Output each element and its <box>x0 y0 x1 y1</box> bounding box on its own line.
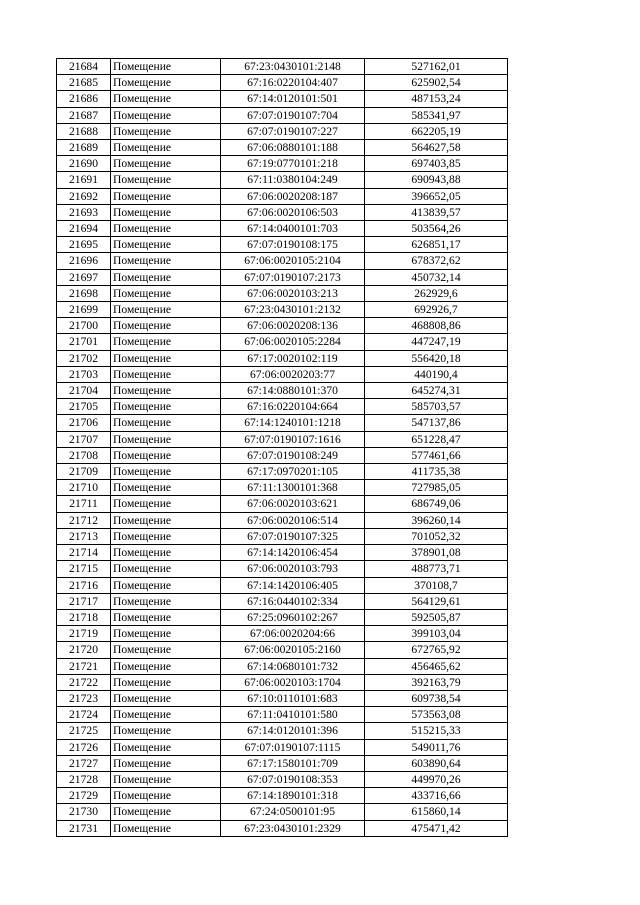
cadastral-number: 67:16:0220104:664 <box>221 399 365 415</box>
table-row <box>57 496 508 512</box>
row-number: 21729 <box>57 788 111 804</box>
cadastral-value: 625902,54 <box>365 75 508 91</box>
cadastral-value: 547137,86 <box>365 415 508 431</box>
row-number: 21694 <box>57 221 111 237</box>
object-type: Помещение <box>111 415 221 431</box>
cadastral-number: 67:17:1580101:709 <box>221 755 365 771</box>
table-row <box>57 123 508 139</box>
cadastral-value: 564627,58 <box>365 140 508 156</box>
cadastral-value: 645274,31 <box>365 383 508 399</box>
cadastral-value: 686749,06 <box>365 496 508 512</box>
row-number: 21708 <box>57 447 111 463</box>
cadastral-number: 67:10:0110101:683 <box>221 690 365 706</box>
row-number: 21718 <box>57 609 111 625</box>
cadastral-value: 413839,57 <box>365 204 508 220</box>
cadastral-number: 67:11:0380104:249 <box>221 172 365 188</box>
row-number: 21707 <box>57 431 111 447</box>
cadastral-value: 399103,04 <box>365 626 508 642</box>
table-row <box>57 577 508 593</box>
cadastral-value: 615860,14 <box>365 804 508 820</box>
cadastral-number: 67:07:0190107:1115 <box>221 739 365 755</box>
object-type: Помещение <box>111 172 221 188</box>
object-type: Помещение <box>111 237 221 253</box>
cadastral-value: 651228,47 <box>365 431 508 447</box>
row-number: 21731 <box>57 820 111 836</box>
cadastral-value: 392163,79 <box>365 674 508 690</box>
table-row <box>57 399 508 415</box>
table-row <box>57 820 508 836</box>
row-number: 21720 <box>57 642 111 658</box>
row-number: 21710 <box>57 480 111 496</box>
cadastral-value: 370108,7 <box>365 577 508 593</box>
object-type: Помещение <box>111 204 221 220</box>
table-row <box>57 545 508 561</box>
object-type: Помещение <box>111 528 221 544</box>
table-row <box>57 285 508 301</box>
cadastral-value: 411735,38 <box>365 464 508 480</box>
cadastral-value: 487153,24 <box>365 91 508 107</box>
cadastral-number: 67:14:0880101:370 <box>221 383 365 399</box>
table-row <box>57 156 508 172</box>
cadastral-value: 592505,87 <box>365 609 508 625</box>
row-number: 21684 <box>57 59 111 75</box>
table-row <box>57 107 508 123</box>
table-row <box>57 188 508 204</box>
row-number: 21703 <box>57 366 111 382</box>
row-number: 21726 <box>57 739 111 755</box>
object-type: Помещение <box>111 739 221 755</box>
cadastral-value: 378901,08 <box>365 545 508 561</box>
table-row <box>57 172 508 188</box>
cadastral-value: 727985,05 <box>365 480 508 496</box>
table-row <box>57 626 508 642</box>
object-type: Помещение <box>111 771 221 787</box>
row-number: 21728 <box>57 771 111 787</box>
cadastral-number: 67:06:0020106:514 <box>221 512 365 528</box>
row-number: 21692 <box>57 188 111 204</box>
row-number: 21702 <box>57 350 111 366</box>
object-type: Помещение <box>111 318 221 334</box>
table-row <box>57 318 508 334</box>
cadastral-value: 396652,05 <box>365 188 508 204</box>
row-number: 21693 <box>57 204 111 220</box>
table-row <box>57 253 508 269</box>
object-type: Помещение <box>111 626 221 642</box>
cadastral-value: 549011,76 <box>365 739 508 755</box>
row-number: 21721 <box>57 658 111 674</box>
table-row <box>57 609 508 625</box>
row-number: 21713 <box>57 528 111 544</box>
cadastral-value: 585703,57 <box>365 399 508 415</box>
table-row <box>57 723 508 739</box>
object-type: Помещение <box>111 431 221 447</box>
table-row <box>57 302 508 318</box>
cadastral-number: 67:06:0020105:2104 <box>221 253 365 269</box>
row-number: 21722 <box>57 674 111 690</box>
row-number: 21687 <box>57 107 111 123</box>
row-number: 21723 <box>57 690 111 706</box>
cadastral-value: 585341,97 <box>365 107 508 123</box>
cadastral-number: 67:17:0970201:105 <box>221 464 365 480</box>
object-type: Помещение <box>111 366 221 382</box>
table-row <box>57 204 508 220</box>
cadastral-number: 67:14:0120101:501 <box>221 91 365 107</box>
row-number: 21712 <box>57 512 111 528</box>
cadastral-value: 515215,33 <box>365 723 508 739</box>
row-number: 21727 <box>57 755 111 771</box>
cadastral-number: 67:06:0020105:2284 <box>221 334 365 350</box>
cadastral-value: 662205,19 <box>365 123 508 139</box>
cadastral-value: 577461,66 <box>365 447 508 463</box>
object-type: Помещение <box>111 447 221 463</box>
table-row <box>57 707 508 723</box>
cadastral-value: 626851,17 <box>365 237 508 253</box>
object-type: Помещение <box>111 221 221 237</box>
row-number: 21695 <box>57 237 111 253</box>
cadastral-number: 67:06:0020203:77 <box>221 366 365 382</box>
cadastral-value: 449970,26 <box>365 771 508 787</box>
object-type: Помещение <box>111 285 221 301</box>
table-row <box>57 91 508 107</box>
cadastral-number: 67:14:0680101:732 <box>221 658 365 674</box>
row-number: 21689 <box>57 140 111 156</box>
table-row <box>57 366 508 382</box>
cadastral-number: 67:17:0020102:119 <box>221 350 365 366</box>
cadastral-value: 503564,26 <box>365 221 508 237</box>
cadastral-number: 67:23:0430101:2329 <box>221 820 365 836</box>
cadastral-number: 67:07:0190108:175 <box>221 237 365 253</box>
cadastral-value: 692926,7 <box>365 302 508 318</box>
cadastral-number: 67:19:0770101:218 <box>221 156 365 172</box>
object-type: Помещение <box>111 350 221 366</box>
object-type: Помещение <box>111 464 221 480</box>
object-type: Помещение <box>111 107 221 123</box>
object-type: Помещение <box>111 804 221 820</box>
object-type: Помещение <box>111 512 221 528</box>
cadastral-number: 67:16:0220104:407 <box>221 75 365 91</box>
table-row <box>57 237 508 253</box>
table-row <box>57 480 508 496</box>
table-row <box>57 593 508 609</box>
cadastral-number: 67:23:0430101:2148 <box>221 59 365 75</box>
row-number: 21711 <box>57 496 111 512</box>
object-type: Помещение <box>111 561 221 577</box>
cadastral-number: 67:07:0190107:1616 <box>221 431 365 447</box>
row-number: 21730 <box>57 804 111 820</box>
object-type: Помещение <box>111 269 221 285</box>
cadastral-value: 690943,88 <box>365 172 508 188</box>
cadastral-value: 475471,42 <box>365 820 508 836</box>
cadastral-number: 67:06:0020105:2160 <box>221 642 365 658</box>
cadastral-value: 433716,66 <box>365 788 508 804</box>
table-row <box>57 739 508 755</box>
object-type: Помещение <box>111 820 221 836</box>
object-type: Помещение <box>111 253 221 269</box>
cadastral-number: 67:14:0400101:703 <box>221 221 365 237</box>
table-row <box>57 528 508 544</box>
cadastral-value: 672765,92 <box>365 642 508 658</box>
table-row <box>57 415 508 431</box>
object-type: Помещение <box>111 707 221 723</box>
row-number: 21725 <box>57 723 111 739</box>
cadastral-number: 67:06:0020103:793 <box>221 561 365 577</box>
object-type: Помещение <box>111 140 221 156</box>
object-type: Помещение <box>111 545 221 561</box>
row-number: 21724 <box>57 707 111 723</box>
cadastral-number: 67:11:1300101:368 <box>221 480 365 496</box>
cadastral-number: 67:25:0960102:267 <box>221 609 365 625</box>
row-number: 21717 <box>57 593 111 609</box>
row-number: 21686 <box>57 91 111 107</box>
cadastral-value: 556420,18 <box>365 350 508 366</box>
object-type: Помещение <box>111 577 221 593</box>
cadastral-value: 447247,19 <box>365 334 508 350</box>
table-row <box>57 59 508 75</box>
table-row <box>57 431 508 447</box>
object-type: Помещение <box>111 690 221 706</box>
cadastral-value: 603890,64 <box>365 755 508 771</box>
cadastral-value: 697403,85 <box>365 156 508 172</box>
object-type: Помещение <box>111 383 221 399</box>
row-number: 21709 <box>57 464 111 480</box>
cadastral-value: 564129,61 <box>365 593 508 609</box>
object-type: Помещение <box>111 91 221 107</box>
cadastral-number: 67:14:1420106:454 <box>221 545 365 561</box>
object-type: Помещение <box>111 674 221 690</box>
cadastral-value: 456465,62 <box>365 658 508 674</box>
row-number: 21704 <box>57 383 111 399</box>
row-number: 21714 <box>57 545 111 561</box>
table-row <box>57 464 508 480</box>
table-row <box>57 674 508 690</box>
row-number: 21698 <box>57 285 111 301</box>
table-row <box>57 804 508 820</box>
row-number: 21691 <box>57 172 111 188</box>
cadastral-number: 67:07:0190108:353 <box>221 771 365 787</box>
cadastral-value: 527162,01 <box>365 59 508 75</box>
row-number: 21690 <box>57 156 111 172</box>
cadastral-value: 488773,71 <box>365 561 508 577</box>
table-row <box>57 658 508 674</box>
object-type: Помещение <box>111 302 221 318</box>
row-number: 21716 <box>57 577 111 593</box>
row-number: 21715 <box>57 561 111 577</box>
table-row <box>57 642 508 658</box>
cadastral-value-table <box>56 58 508 837</box>
row-number: 21699 <box>57 302 111 318</box>
object-type: Помещение <box>111 609 221 625</box>
table-row <box>57 75 508 91</box>
table-row <box>57 334 508 350</box>
row-number: 21700 <box>57 318 111 334</box>
cadastral-value: 609738,54 <box>365 690 508 706</box>
cadastral-number: 67:07:0190107:227 <box>221 123 365 139</box>
cadastral-value: 468808,86 <box>365 318 508 334</box>
row-number: 21719 <box>57 626 111 642</box>
cadastral-number: 67:07:0190107:325 <box>221 528 365 544</box>
object-type: Помещение <box>111 59 221 75</box>
cadastral-number: 67:14:1420106:405 <box>221 577 365 593</box>
cadastral-number: 67:06:0020106:503 <box>221 204 365 220</box>
table-row <box>57 690 508 706</box>
object-type: Помещение <box>111 480 221 496</box>
object-type: Помещение <box>111 75 221 91</box>
cadastral-number: 67:06:0020208:187 <box>221 188 365 204</box>
row-number: 21696 <box>57 253 111 269</box>
table-row <box>57 788 508 804</box>
cadastral-number: 67:06:0020103:213 <box>221 285 365 301</box>
cadastral-value: 450732,14 <box>365 269 508 285</box>
object-type: Помещение <box>111 788 221 804</box>
cadastral-value: 678372,62 <box>365 253 508 269</box>
object-type: Помещение <box>111 642 221 658</box>
object-type: Помещение <box>111 593 221 609</box>
table-row <box>57 383 508 399</box>
table-row <box>57 221 508 237</box>
table-row <box>57 512 508 528</box>
cadastral-number: 67:14:0120101:396 <box>221 723 365 739</box>
cadastral-number: 67:24:0500101:95 <box>221 804 365 820</box>
table-row <box>57 140 508 156</box>
cadastral-number: 67:14:1240101:1218 <box>221 415 365 431</box>
object-type: Помещение <box>111 123 221 139</box>
cadastral-number: 67:06:0880101:188 <box>221 140 365 156</box>
row-number: 21705 <box>57 399 111 415</box>
object-type: Помещение <box>111 156 221 172</box>
object-type: Помещение <box>111 658 221 674</box>
object-type: Помещение <box>111 399 221 415</box>
row-number: 21706 <box>57 415 111 431</box>
table-body <box>57 59 508 837</box>
object-type: Помещение <box>111 496 221 512</box>
row-number: 21701 <box>57 334 111 350</box>
cadastral-number: 67:07:0190107:2173 <box>221 269 365 285</box>
table-row <box>57 269 508 285</box>
object-type: Помещение <box>111 334 221 350</box>
cadastral-number: 67:07:0190107:704 <box>221 107 365 123</box>
table-row <box>57 561 508 577</box>
table-row <box>57 447 508 463</box>
cadastral-number: 67:06:0020208:136 <box>221 318 365 334</box>
table-row <box>57 755 508 771</box>
cadastral-value: 440190,4 <box>365 366 508 382</box>
cadastral-number: 67:06:0020103:1704 <box>221 674 365 690</box>
cadastral-value: 701052,32 <box>365 528 508 544</box>
row-number: 21685 <box>57 75 111 91</box>
cadastral-value: 396260,14 <box>365 512 508 528</box>
cadastral-number: 67:06:0020103:621 <box>221 496 365 512</box>
cadastral-number: 67:23:0430101:2132 <box>221 302 365 318</box>
object-type: Помещение <box>111 755 221 771</box>
cadastral-number: 67:11:0410101:580 <box>221 707 365 723</box>
row-number: 21688 <box>57 123 111 139</box>
cadastral-number: 67:06:0020204:66 <box>221 626 365 642</box>
object-type: Помещение <box>111 188 221 204</box>
cadastral-number: 67:14:1890101:318 <box>221 788 365 804</box>
table-row <box>57 350 508 366</box>
cadastral-number: 67:16:0440102:334 <box>221 593 365 609</box>
cadastral-value: 262929,6 <box>365 285 508 301</box>
object-type: Помещение <box>111 723 221 739</box>
table-row <box>57 771 508 787</box>
cadastral-number: 67:07:0190108:249 <box>221 447 365 463</box>
row-number: 21697 <box>57 269 111 285</box>
cadastral-value: 573563,08 <box>365 707 508 723</box>
